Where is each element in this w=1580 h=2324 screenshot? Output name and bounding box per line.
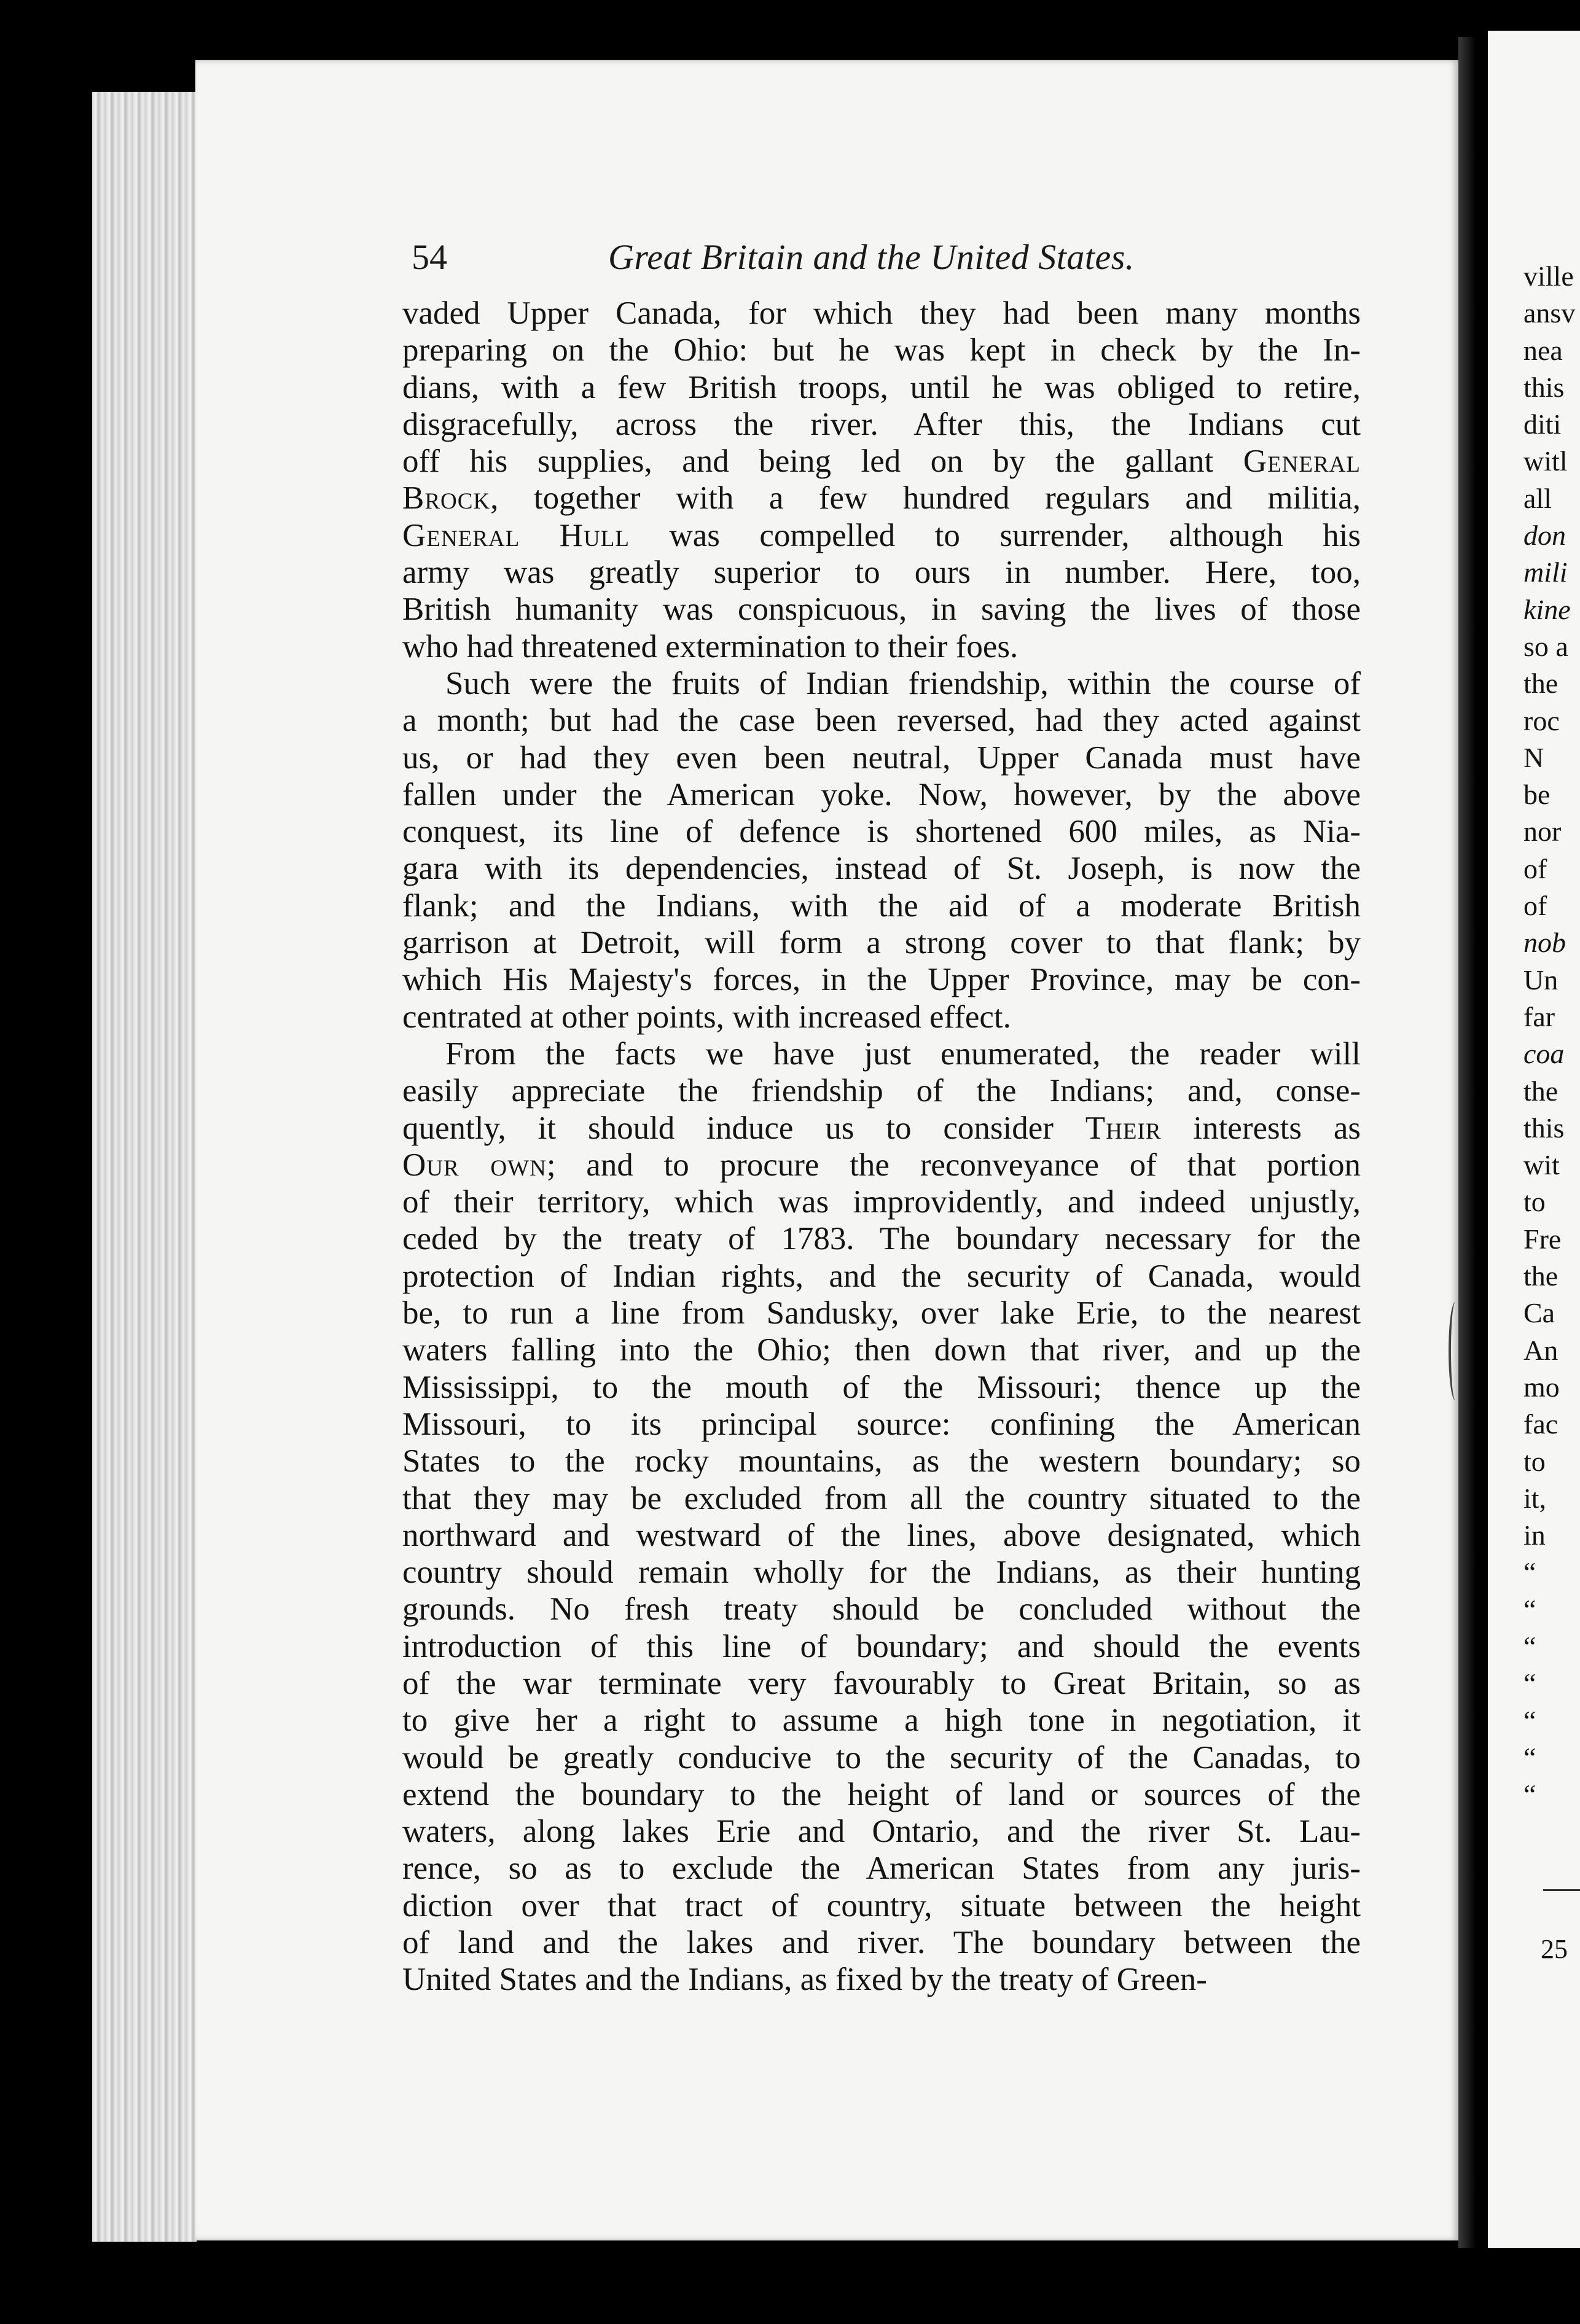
text-line: who had threatened extermination to their foes. bbox=[402, 628, 1019, 665]
next-page-fragment: nor bbox=[1523, 816, 1562, 848]
next-page-fragment: don bbox=[1523, 520, 1566, 552]
next-page-fragment: so a bbox=[1523, 630, 1568, 662]
next-page-fragment: it, bbox=[1523, 1482, 1547, 1514]
next-page-footnote: 25 bbox=[1541, 1934, 1568, 1964]
next-page-fragment: mili bbox=[1523, 556, 1568, 588]
text-line: of land and the lakes and river. The boundary between the bbox=[402, 1925, 1361, 1961]
text-line: of the war terminate very favourably to Great Britain, so as bbox=[402, 1665, 1361, 1701]
next-page-fragment: diti bbox=[1523, 408, 1562, 440]
text-line: vaded Upper Canada, for which they had been many months bbox=[402, 295, 1361, 331]
text-line: that they may be excluded from all the country situated to the bbox=[402, 1480, 1361, 1516]
page-header bbox=[412, 236, 1370, 279]
text-line: fallen under the American yoke. Now, however, by the above bbox=[402, 776, 1361, 813]
next-page-fragment: be bbox=[1523, 779, 1551, 811]
text-line: army was greatly superior to ours in number. Here, too, bbox=[402, 555, 1361, 591]
next-page-fragment: roc bbox=[1523, 704, 1560, 736]
next-page-fragment: Un bbox=[1523, 964, 1558, 996]
body-text bbox=[402, 295, 1361, 1998]
text-line: a month; but had the case been reversed, had they acted against bbox=[402, 703, 1361, 739]
text-line: States to the rocky mountains, as the western boundary; so bbox=[402, 1443, 1361, 1480]
next-page-fragment: this bbox=[1523, 1112, 1565, 1144]
text-line: introduction of this line of boundary; and should the events bbox=[402, 1628, 1361, 1664]
next-page-fragment: the bbox=[1523, 1260, 1558, 1292]
gutter-shadow bbox=[1458, 37, 1488, 2248]
text-line: country should remain wholly for the Indians, as their hunting bbox=[402, 1554, 1361, 1591]
page-curl bbox=[1449, 1302, 1462, 1400]
next-page-fragment: the bbox=[1523, 1075, 1558, 1107]
text-line: Brock, together with a few hundred regulars and militia, bbox=[402, 480, 1361, 517]
next-page-fragment: Fre bbox=[1523, 1223, 1562, 1255]
text-line: British humanity was conspicuous, in saving the lives of those bbox=[402, 591, 1361, 628]
next-page-fragment: far bbox=[1523, 1000, 1555, 1032]
text-line: be, to run a line from Sandusky, over lake Erie, to the nearest bbox=[402, 1295, 1361, 1332]
text-line: General Hull was compelled to surrender, although his bbox=[402, 517, 1361, 553]
text-line: rence, so as to exclude the American States from any juris- bbox=[402, 1850, 1361, 1887]
text-line: extend the boundary to the height of land or sources of the bbox=[402, 1776, 1361, 1812]
text-line: gara with its dependencies, instead of St. Joseph, is now the bbox=[402, 851, 1361, 887]
text-line: Mississippi, to the mouth of the Missouri; thence up the bbox=[402, 1369, 1361, 1405]
text-line: Our own; and to procure the reconveyance of that portion bbox=[402, 1147, 1361, 1183]
next-page-fragment: kine bbox=[1523, 593, 1571, 625]
next-page-fragment: this bbox=[1523, 371, 1565, 403]
text-line: to give her a right to assume a high tone in negotiation, it bbox=[402, 1702, 1361, 1739]
text-line: ceded by the treaty of 1783. The boundary necessary for the bbox=[402, 1221, 1361, 1257]
text-line: protection of Indian rights, and the security of Canada, would bbox=[402, 1258, 1361, 1294]
text-line: of their territory, which was improvidently, and indeed unjustly, bbox=[402, 1184, 1361, 1220]
text-line: which His Majesty's forces, in the Upper Province, may be con- bbox=[402, 962, 1361, 998]
next-page-fragment: nob bbox=[1523, 927, 1566, 959]
next-page-fragment: N bbox=[1523, 741, 1544, 773]
next-page-text bbox=[1523, 258, 1580, 1813]
next-page-fragment: “ bbox=[1523, 1741, 1536, 1773]
text-line: easily appreciate the friendship of the Indians; and, conse- bbox=[402, 1073, 1361, 1109]
next-page-fragment: in bbox=[1523, 1519, 1546, 1551]
text-line: northward and westward of the lines, above designated, which bbox=[402, 1517, 1361, 1553]
next-page-fragment: “ bbox=[1523, 1704, 1536, 1736]
text-line: Such were the fruits of Indian friendship, within the course of bbox=[445, 665, 1361, 701]
text-line: United States and the Indians, as fixed by the treaty of Green- bbox=[402, 1962, 1207, 1998]
text-line: quently, it should induce us to consider Their interests as bbox=[402, 1110, 1361, 1146]
text-line: grounds. No fresh treaty should be concluded without the bbox=[402, 1591, 1361, 1628]
text-line: waters, along lakes Erie and Ontario, and the river St. Lau- bbox=[402, 1814, 1361, 1850]
next-page-fragment: of bbox=[1523, 890, 1547, 922]
next-page-fragment: to bbox=[1523, 1186, 1546, 1218]
next-page-fragment: “ bbox=[1523, 1667, 1536, 1699]
text-line: From the facts we have just enumerated, the reader will bbox=[445, 1035, 1361, 1072]
next-page-fragment: of bbox=[1523, 852, 1547, 884]
book-edge bbox=[92, 92, 197, 2242]
next-page-fragment: nea bbox=[1523, 334, 1563, 366]
next-page-fragment: fac bbox=[1523, 1408, 1558, 1440]
text-line: diction over that tract of country, situate between the height bbox=[402, 1887, 1361, 1924]
next-page-fragment: all bbox=[1523, 482, 1552, 514]
text-line: off his supplies, and being led on by the gallant General bbox=[402, 443, 1361, 480]
page-number: 54 bbox=[412, 237, 447, 277]
next-page-fragment: wit bbox=[1523, 1149, 1560, 1181]
text-line: flank; and the Indians, with the aid of a moderate British bbox=[402, 887, 1361, 924]
text-line: preparing on the Ohio: but he was kept in check by the In- bbox=[402, 332, 1361, 368]
text-line: conquest, its line of defence is shortened 600 miles, as Nia- bbox=[402, 814, 1361, 850]
text-line: garrison at Detroit, will form a strong cover to that flank; by bbox=[402, 925, 1361, 961]
next-page-fragment: “ bbox=[1523, 1593, 1536, 1625]
text-line: would be greatly conducive to the security of the Canadas, to bbox=[402, 1739, 1361, 1776]
next-page-fragment: “ bbox=[1523, 1779, 1536, 1811]
text-line: us, or had they even been neutral, Upper Canada must have bbox=[402, 739, 1361, 776]
next-page-fragment: mo bbox=[1523, 1371, 1560, 1403]
next-page-fragment: “ bbox=[1523, 1630, 1536, 1662]
next-page-fragment: ansv bbox=[1523, 297, 1576, 329]
next-page-fragment: coa bbox=[1523, 1038, 1565, 1070]
running-head: Great Britain and the United States. bbox=[608, 237, 1135, 277]
next-page-fragment: An bbox=[1523, 1334, 1558, 1366]
text-line: centrated at other points, with increased effect. bbox=[402, 999, 1011, 1035]
text-line: disgracefully, across the river. After this, the Indians cut bbox=[402, 406, 1361, 442]
next-page-fragment: the bbox=[1523, 668, 1558, 700]
next-page-fragment: ville bbox=[1523, 260, 1574, 292]
footnote-rule bbox=[1543, 1889, 1580, 1891]
next-page-fragment: “ bbox=[1523, 1556, 1536, 1588]
next-page-fragment: to bbox=[1523, 1445, 1546, 1477]
text-line: waters falling into the Ohio; then down that river, and up the bbox=[402, 1332, 1361, 1368]
next-page-fragment: witl bbox=[1523, 445, 1568, 477]
text-line: dians, with a few British troops, until he was obliged to retire, bbox=[402, 369, 1361, 405]
text-line: Missouri, to its principal source: confining the American bbox=[402, 1406, 1361, 1442]
next-page-fragment: Ca bbox=[1523, 1297, 1555, 1329]
